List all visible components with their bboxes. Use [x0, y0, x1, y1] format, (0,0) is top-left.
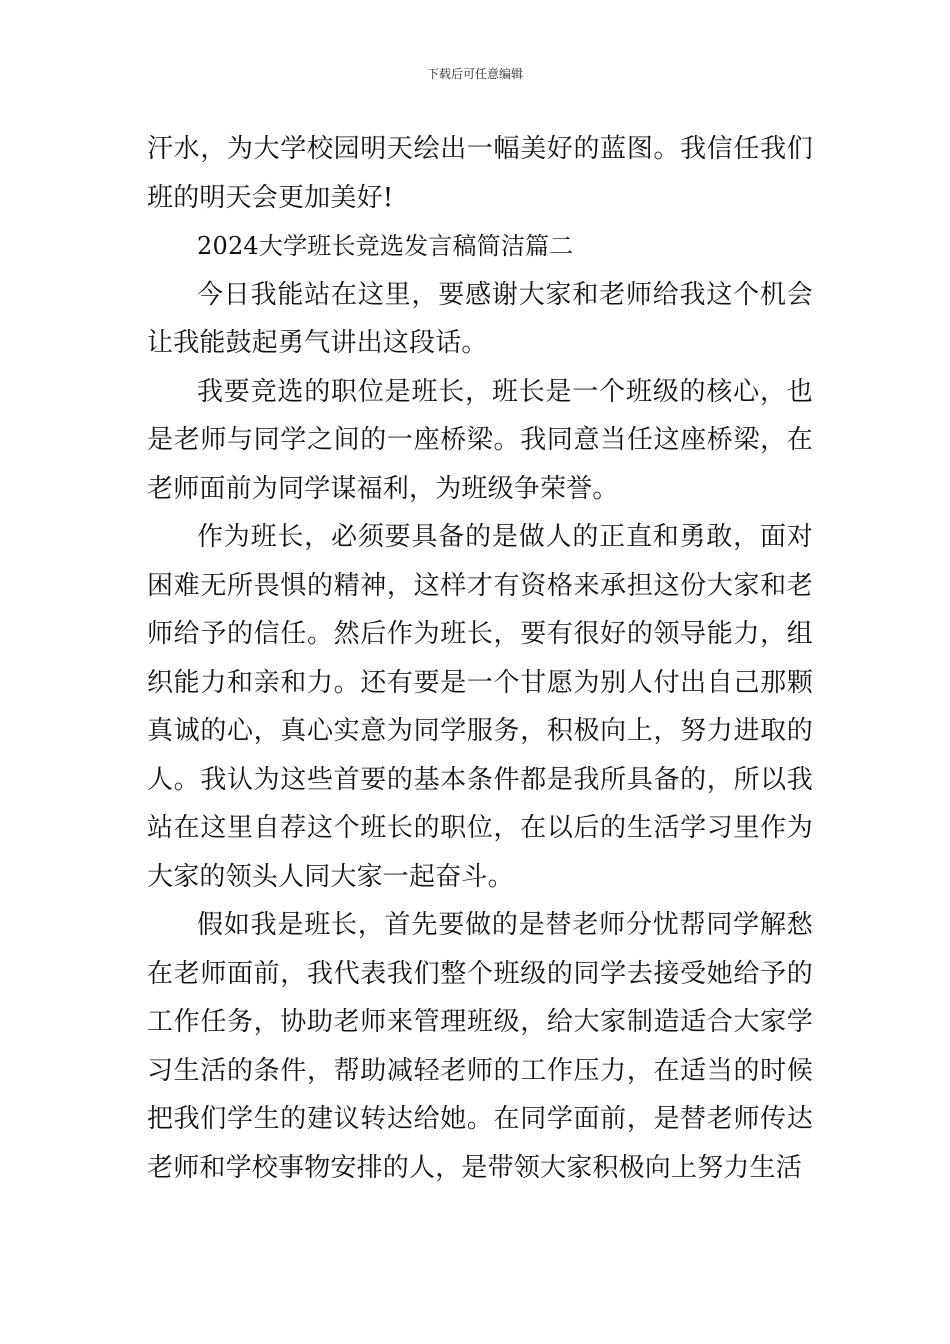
paragraph-continuation: 汗水，为大学校园明天绘出一幅美好的蓝图。我信任我们班的明天会更加美好!	[147, 134, 813, 213]
page-header: 下载后可任意编辑	[426, 67, 523, 81]
section-heading: 2024大学班长竞选发言稿简洁篇二	[197, 232, 574, 260]
paragraph: 假如我是班长，首先要做的是替老师分忧帮同学解愁在老师面前，我代表我们整个班级的同学去接受她给予的工作任务，协助老师来管理班级，给大家制造适合大家学习生活的条件，帮助减轻老师的工作压力，在适当的时候把我们学生的建议转达给她。在同学面前，是替老师传达老师和学校事物安排的人，是带领大家积极向上努力生活	[147, 910, 813, 1183]
paragraph: 作为班长，必须要具备的是做人的正直和勇敢，面对困难无所畏惧的精神，这样才有资格来承担这份大家和老师给予的信任。然后作为班长，要有很好的领导能力，组织能力和亲和力。还有要是一个甘愿为别人付出自己那颗真诚的心，真心实意为同学服务，积极向上，努力进取的人。我认为这些首要的基本条件都是我所具备的，所以我站在这里自荐这个班长的职位，在以后的生活学习里作为大家的领头人同大家一起奋斗。	[147, 522, 813, 892]
paragraph: 今日我能站在这里，要感谢大家和老师给我这个机会让我能鼓起勇气讲出这段话。	[147, 279, 813, 358]
paragraph: 我要竞选的职位是班长，班长是一个班级的核心，也是老师与同学之间的一座桥梁。我同意当任这座桥梁，在老师面前为同学谋福利，为班级争荣誉。	[147, 376, 813, 504]
document-body	[147, 125, 813, 1192]
